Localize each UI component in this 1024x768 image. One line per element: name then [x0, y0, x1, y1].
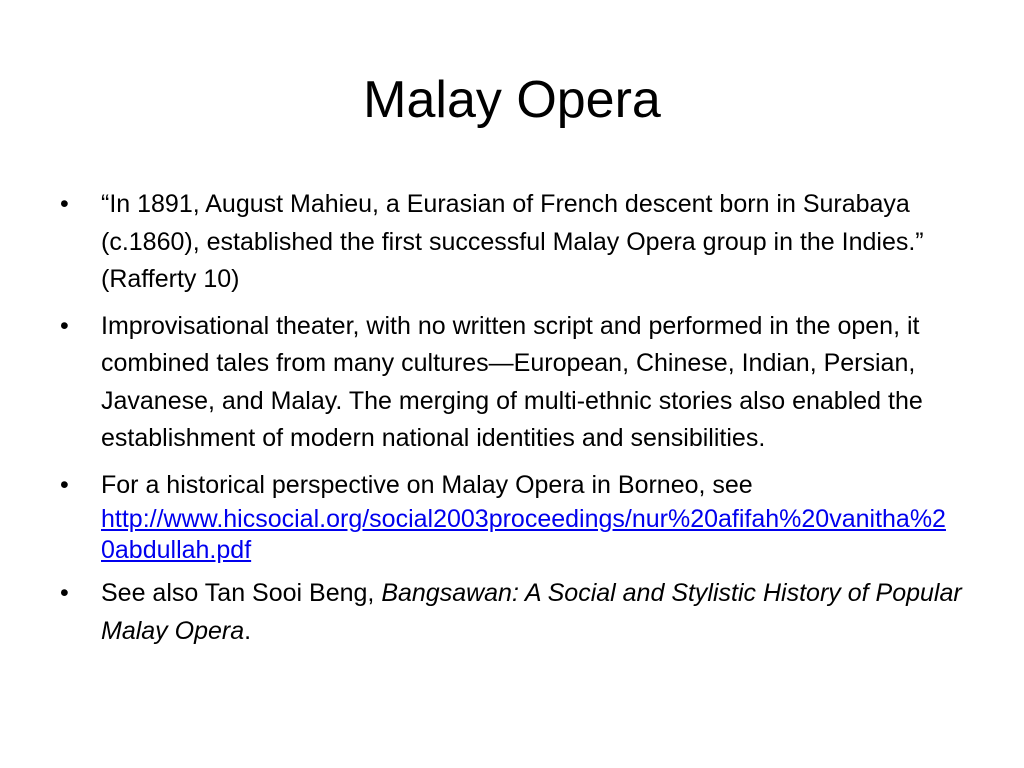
bullet-text: Improvisational theater, with no written script and performed in the open, it combined tales from many cultures—European, Chinese, Indian, Persian, Javanese, and Malay. The merging of multi-ethnic stories also enabled the establishment of modern national identities and sensibilities. — [101, 311, 923, 452]
bullet-dot: • — [60, 470, 69, 499]
source-link[interactable]: http://www.hicsocial.org/social2003proceedings/nur%20afifah%20vanitha%20abdullah.pdf — [101, 505, 946, 564]
bullet-item-3 — [60, 467, 970, 567]
book-title: Bangsawan: A Social and Stylistic History of Popular Malay Opera — [101, 579, 962, 645]
bullet-item-2 — [60, 308, 970, 458]
bullet-dot: • — [60, 579, 69, 607]
bullet-dot: • — [60, 311, 69, 340]
bullet-text: See also Tan Sooi Beng, — [101, 579, 382, 607]
bullet-dot: • — [60, 190, 69, 218]
bullet-list — [60, 186, 970, 659]
slide-title: Malay Opera — [363, 71, 661, 129]
bullet-text: “In 1891, August Mahieu, a Eurasian of French descent born in Surabaya (c.1860), established the first successful Malay Opera group in the Indies.” (Rafferty 10) — [101, 190, 924, 293]
bullet-text: For a historical perspective on Malay Opera in Borneo, see — [101, 470, 753, 499]
bullet-suffix: . — [244, 616, 252, 645]
bullet-item-1 — [60, 186, 970, 299]
bullet-item-4 — [60, 575, 970, 650]
